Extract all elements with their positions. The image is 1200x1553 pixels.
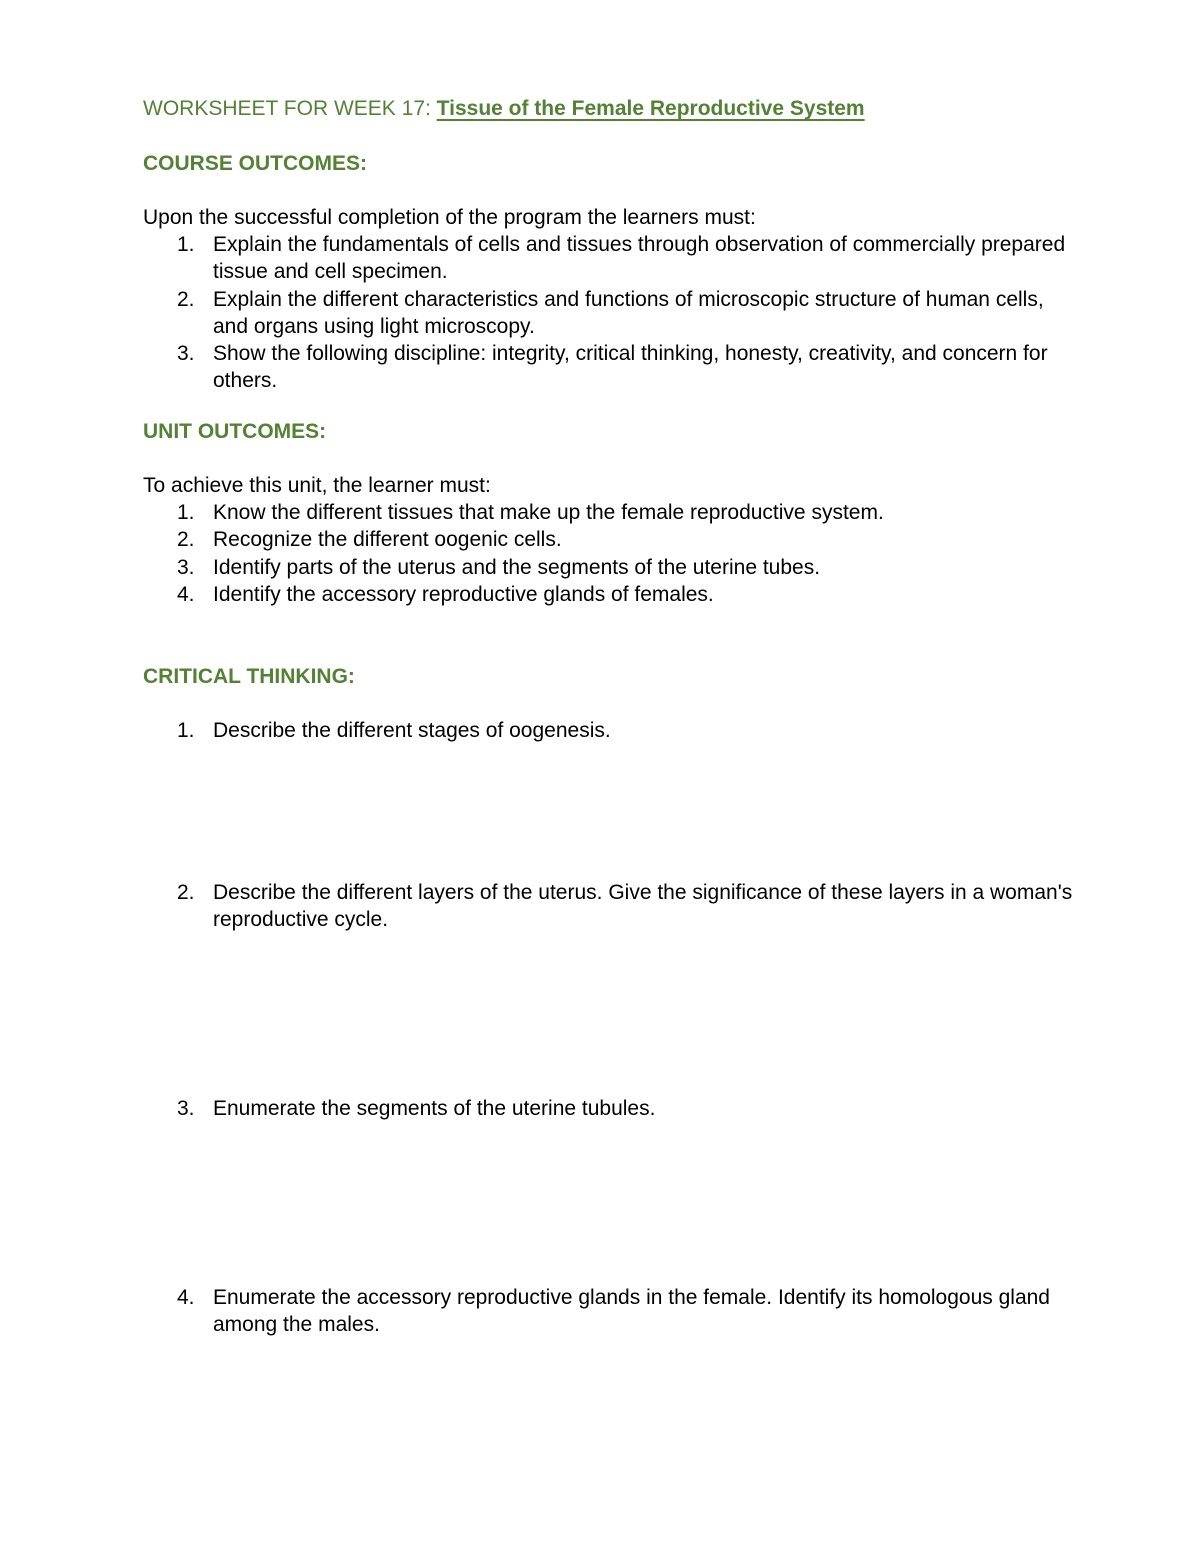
question-text: Describe the different stages of oogenesis. bbox=[213, 719, 611, 742]
list-item bbox=[0, 231, 1073, 286]
question-text: Enumerate the accessory reproductive glands in the female. Identify its homologous gland among the males. bbox=[213, 1286, 1050, 1337]
course-outcomes-intro: Upon the successful completion of the program the learners must: bbox=[143, 206, 756, 229]
list-item-text: Identify parts of the uterus and the segments of the uterine tubes. bbox=[213, 555, 821, 579]
question-number: 1. bbox=[177, 719, 195, 742]
question-number: 2. bbox=[177, 881, 195, 904]
course-outcomes-heading: COURSE OUTCOMES: bbox=[143, 152, 368, 175]
list-item bbox=[0, 526, 1073, 553]
list-item bbox=[0, 286, 1073, 341]
list-item-number: 4. bbox=[177, 582, 195, 606]
list-item-number: 3. bbox=[177, 342, 195, 366]
list-item-text: Show the following discipline: integrity, critical thinking, honesty, creativity, and concern for others. bbox=[213, 342, 1048, 393]
question-text: Enumerate the segments of the uterine tubules. bbox=[213, 1097, 656, 1120]
question-number: 3. bbox=[177, 1097, 195, 1120]
list-item bbox=[0, 499, 1073, 526]
unit-outcomes-heading: UNIT OUTCOMES: bbox=[143, 420, 327, 443]
list-item bbox=[0, 581, 1073, 608]
list-item bbox=[0, 340, 1073, 395]
critical-thinking-heading: CRITICAL THINKING: bbox=[143, 665, 355, 688]
unit-outcomes-list bbox=[0, 499, 1200, 608]
list-item bbox=[0, 554, 1073, 581]
list-item-text: Know the different tissues that make up the female reproductive system. bbox=[213, 501, 884, 524]
title-topic: Tissue of the Female Reproductive System bbox=[436, 97, 865, 120]
page-title bbox=[143, 95, 865, 123]
list-item-text: Explain the different characteristics and functions of microscopic structure of human cells, and organs using light microscopy. bbox=[213, 287, 1044, 338]
unit-outcomes-intro: To achieve this unit, the learner must: bbox=[143, 474, 491, 497]
question-text: Describe the different layers of the uterus. Give the significance of these layers in a woman's reproductive cycle. bbox=[213, 881, 1073, 932]
question-number: 4. bbox=[177, 1286, 195, 1309]
list-item-text: Identify the accessory reproductive glands of females. bbox=[213, 582, 714, 606]
title-prefix: WORKSHEET FOR WEEK 17: bbox=[143, 97, 437, 120]
list-item-text: Recognize the different oogenic cells. bbox=[213, 528, 562, 552]
list-item-number: 1. bbox=[177, 501, 195, 524]
list-item-text: Explain the fundamentals of cells and tissues through observation of commercially prepared tissue and cell specimen. bbox=[213, 233, 1066, 284]
list-item-number: 3. bbox=[177, 555, 195, 579]
list-item-number: 2. bbox=[177, 287, 195, 311]
list-item-number: 1. bbox=[177, 233, 195, 256]
list-item-number: 2. bbox=[177, 528, 195, 552]
course-outcomes-list bbox=[0, 231, 1200, 395]
